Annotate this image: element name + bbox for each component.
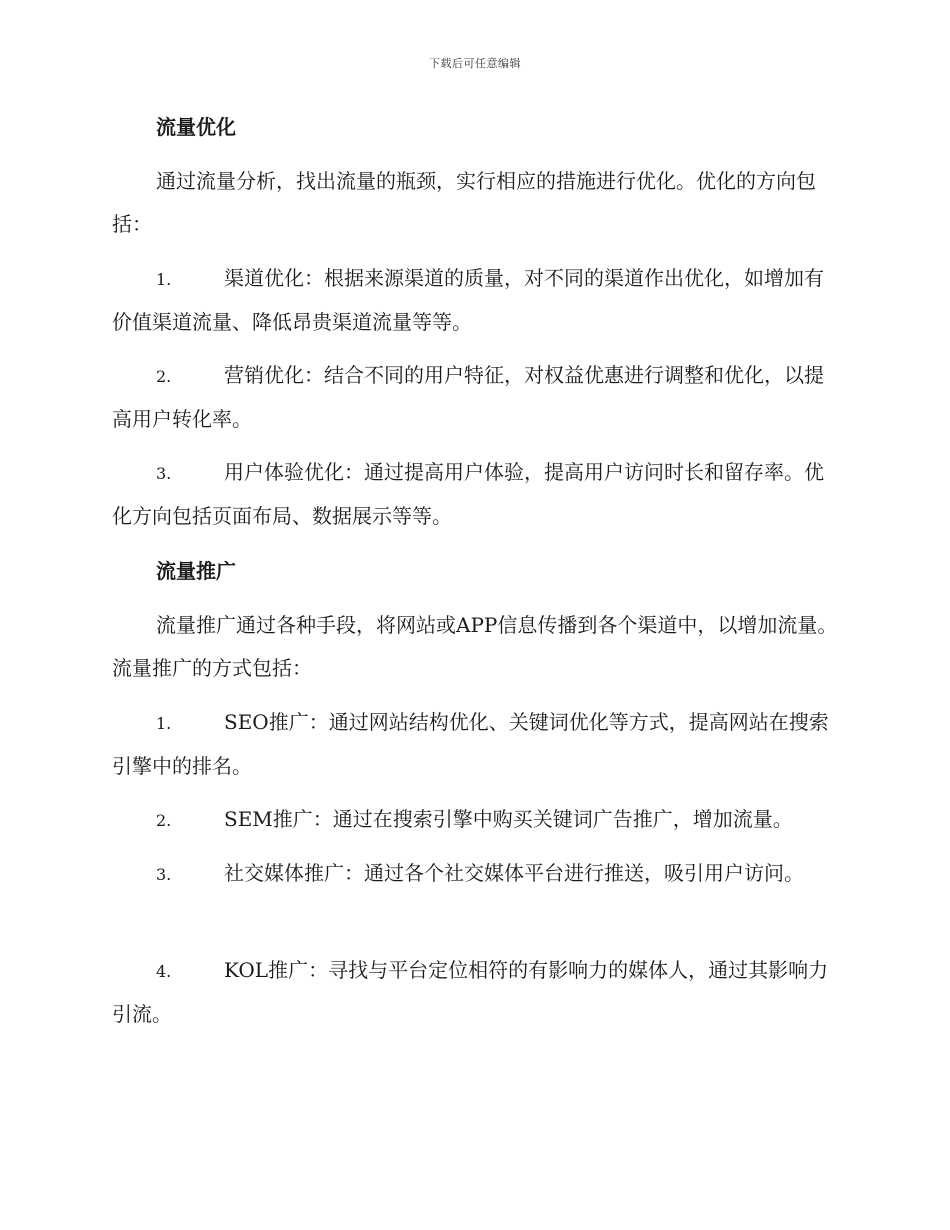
list-item — [112, 798, 838, 842]
section-intro: 流量推广通过各种手段，将网站或APP信息传播到各个渠道中，以增加流量。流量推广的方式包括： — [112, 613, 838, 680]
section-heading: 流量推广 — [156, 559, 236, 583]
list-number: 2. — [156, 811, 172, 830]
list-text: 用户体验优化：通过提高用户体验，提高用户访问时长和留存率。优化方向包括页面布局、数据展示等等。 — [112, 460, 824, 528]
list-text: SEO推广：通过网站结构优化、关键词优化等方式，提高网站在搜索引擎中的排名。 — [112, 710, 829, 778]
list-item — [112, 701, 838, 788]
list-number: 3. — [156, 464, 172, 483]
list-number: 2. — [156, 367, 172, 386]
list-item — [112, 852, 838, 896]
list-number: 1. — [156, 270, 172, 289]
list-text: 营销优化：结合不同的用户特征，对权益优惠进行调整和优化，以提高用户转化率。 — [112, 363, 824, 431]
list-number: 1. — [156, 714, 172, 733]
list-number: 3. — [156, 865, 172, 884]
section-intro: 通过流量分析，找出流量的瓶颈，实行相应的措施进行优化。优化的方向包括： — [112, 169, 816, 236]
list-item — [112, 354, 838, 441]
list-item — [112, 451, 838, 538]
list-text: KOL推广：寻找与平台定位相符的有影响力的媒体人，通过其影响力引流。 — [112, 958, 829, 1026]
list-item — [112, 949, 838, 1036]
list-text: SEM推广：通过在搜索引擎中购买关键词广告推广，增加流量。 — [224, 807, 793, 831]
page-header-note: 下载后可任意编辑 — [429, 57, 521, 70]
list-text: 渠道优化：根据来源渠道的质量，对不同的渠道作出优化，如增加有价值渠道流量、降低昂贵渠道流量等等。 — [112, 266, 824, 334]
list-item — [112, 257, 838, 344]
list-text: 社交媒体推广：通过各个社交媒体平台进行推送，吸引用户访问。 — [224, 861, 804, 885]
section-heading: 流量优化 — [156, 115, 236, 139]
list-number: 4. — [156, 962, 172, 981]
